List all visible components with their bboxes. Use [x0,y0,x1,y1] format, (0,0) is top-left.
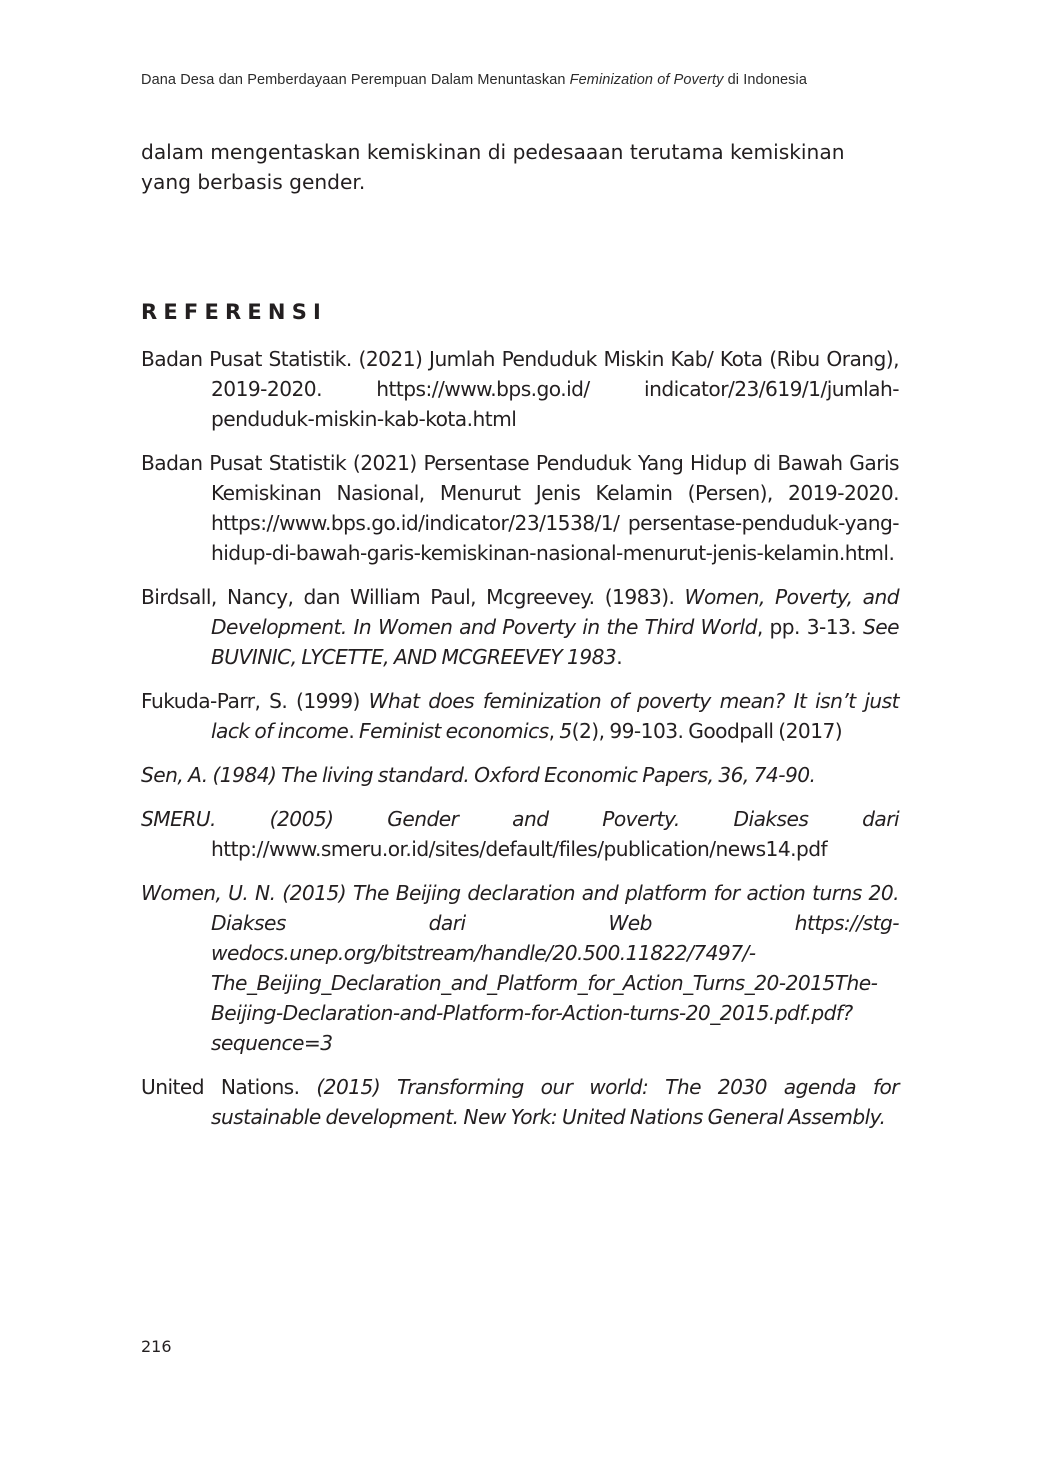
reference-title: Women, Poverty, and Development. In Women and Poverty in the Third World [211,585,899,639]
reference-title: (2015) Transforming our world: The 2030 agenda for sustainable development. New York: United Nations General Assembly. [211,1075,899,1129]
reference-title: SMERU. (2005) Gender and Poverty. Diakses dari [141,807,899,831]
reference-sen [141,760,899,790]
running-header [141,72,901,88]
reference-text: Sen, A. (1984) The living standard. Oxford Economic Papers, 36, 74-90. [141,763,816,787]
reference-bps-jumlah-penduduk-miskin [141,344,899,434]
running-header-text: Dana Desa dan Pemberdayaan Perempuan Dalam Menuntaskan [141,72,570,88]
reference-issue-pages: (2), 99-103. Goodpall (2017) [571,719,843,743]
reference-volume: 5 [559,719,572,743]
reference-title: What does feminization of poverty mean? It isn’t just lack of income [211,689,900,743]
reference-author: Birdsall, Nancy, dan William Paul, Mcgreevey. (1983). [141,585,685,609]
reference-end: . [616,645,623,669]
reference-pages: , pp. 3-13. [756,615,863,639]
running-header-italic-title: Feminization of Poverty [569,72,724,88]
reference-author: Fukuda-Parr, S. (1999) [141,689,369,713]
reference-author: United Nations. [141,1075,317,1099]
reference-women-un [141,878,899,1058]
reference-see-also: See BUVINIC, LYCETTE, AND MCGREEVEY 1983 [211,615,899,669]
intro-paragraph: dalam mengentaskan kemiskinan di pedesaaan terutama kemiskinan yang berbasis gender. [141,140,845,194]
reference-text: Badan Pusat Statistik (2021) Persentase Penduduk Yang Hidup di Bawah Garis Kemiskinan Nasional, Menurut Jenis Kelamin (Persen), 2019-2020. https://www.bps.go.id/indicator/23/1538/1/ persentase-penduduk-yang-hidup-di-bawah-garis-kemiskinan-nasional-menurut-jenis-kelamin.html. [141,451,899,565]
running-header-text-end: di Indonesia [723,72,808,88]
reference-url: http://www.smeru.or.id/sites/default/files/publication/news14.pdf [211,837,828,861]
page-number: 216 [141,1337,172,1356]
reference-fukuda-parr [141,686,899,746]
reference-smeru [141,804,899,864]
reference-journal: Feminist economics [359,719,549,743]
reference-bps-persentase-penduduk [141,448,899,568]
reference-united-nations [141,1072,899,1132]
reference-text: Women, U. N. (2015) The Beijing declaration and platform for action turns 20. Diakses dari Web https://stg-wedocs.unep.org/bitstream/handle/20.500.11822/7497/-The_Beijing_Declaration_and_Platform_for_Action_Turns_20-2015The-Beijing-Declaration-and-Platform-for-Action-turns-20_2015.pdf.pdf?sequence=3 [141,881,899,1055]
reference-list [141,344,899,1146]
reference-separator: , [548,719,560,743]
reference-birdsall-mcgreevey [141,582,899,672]
reference-text: Badan Pusat Statistik. (2021) Jumlah Penduduk Miskin Kab/ Kota (Ribu Orang), 2019-2020. https://www.bps.go.id/ indicator/23/619/1/jumlah-penduduk-miskin-kab-kota.html [141,347,899,431]
section-heading-referensi: REFERENSI [141,300,328,324]
reference-separator: . [348,719,360,743]
